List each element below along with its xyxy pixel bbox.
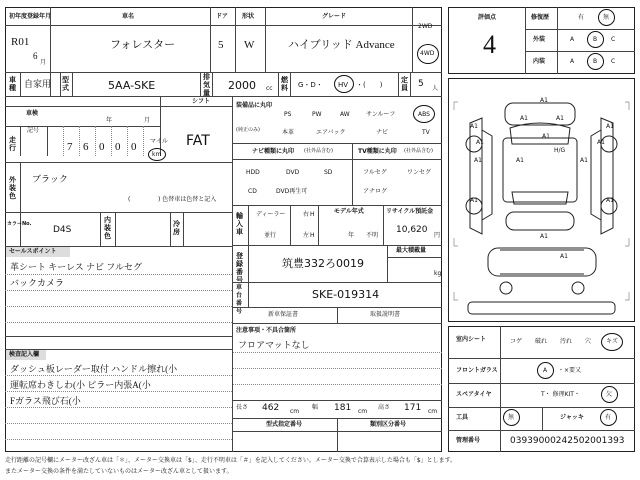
mileage-digit-1: 7 xyxy=(67,141,73,153)
spare-tire-label: スペアタイヤ xyxy=(456,391,492,398)
use-label: 車種 xyxy=(9,76,16,92)
capacity-value: 5 xyxy=(418,79,424,89)
model-label: 型式 xyxy=(62,76,69,92)
interior-score-label: 内装 xyxy=(533,58,546,65)
inspector-line-2: 運転席わきしわ(小 ピラー内張A(小 xyxy=(10,380,151,390)
front-glass-rest: ・×要又 xyxy=(558,367,582,374)
mile-label: マイル xyxy=(150,138,168,145)
score-label: 評価点 xyxy=(478,14,497,21)
repair-no: 無 xyxy=(603,14,610,21)
tv-fullseg: フルセグ xyxy=(363,169,387,176)
diagram-mark-1: A1 xyxy=(540,97,548,104)
mileage-label: 走行 xyxy=(9,136,16,152)
handle-left: 左 xyxy=(303,232,310,239)
seat-yabure: 破れ xyxy=(535,338,548,345)
km-label: km xyxy=(152,151,162,158)
capacity-unit: 人 xyxy=(432,85,439,92)
model-value: 5AA-SKE xyxy=(108,79,156,92)
width-label: 幅 xyxy=(312,404,319,411)
score-value: 4 xyxy=(483,30,496,59)
cc-unit: cc xyxy=(266,85,273,92)
mileage-digit-4: 0 xyxy=(115,141,121,153)
new-car-card-label: 新車保証書 xyxy=(268,311,299,318)
recycle-value: 10,620 xyxy=(396,225,428,235)
class-number-label: 類別区分番号 xyxy=(370,421,407,428)
tv-types-note: (社外品含む) xyxy=(404,148,433,154)
exterior-c: C xyxy=(611,36,616,43)
first-reg-era: R01 xyxy=(11,36,30,48)
equip-sunroof: サンルーフ xyxy=(366,111,396,118)
fuel-rest: ・( ) xyxy=(356,81,383,89)
seat-koge: コゲ xyxy=(510,338,523,345)
doors-label: ドア xyxy=(216,13,228,20)
diagram-mark-14: A1 xyxy=(606,197,614,204)
diagram-mark-5: A1 xyxy=(606,123,614,130)
footer-line-2: またメーター交換の条件を満たしていないものはメーター改ざん車として扱います。 xyxy=(5,468,233,475)
registration-label: 登録番号 xyxy=(236,252,243,284)
import-parallel: 並行 xyxy=(264,232,277,239)
first-reg-month: 6 xyxy=(33,51,38,61)
diagram-mark-6: A1 xyxy=(476,139,484,146)
exterior-color-label: 外装色 xyxy=(9,176,16,200)
handle-right: 右 xyxy=(303,211,310,218)
front-glass-selected: A xyxy=(543,367,548,374)
car-name: フォレスター xyxy=(110,39,176,51)
nav-dvd: DVD xyxy=(286,169,300,176)
equip-leather: 本革 xyxy=(282,129,295,136)
diagram-mark-9: A1 xyxy=(516,157,524,164)
nav-types-label: ナビ種類に丸印 xyxy=(252,148,295,155)
tv-types-label: TV種類に丸印 xyxy=(358,148,397,155)
mileage-digit-3: 0 xyxy=(99,141,105,153)
nav-cd: CD xyxy=(248,188,257,195)
tv-oneseg: ワンセグ xyxy=(407,169,432,176)
exterior-color-value: ブラック xyxy=(32,174,68,184)
equip-tv: TV xyxy=(422,129,430,136)
max-load-label: 最大積載量 xyxy=(396,247,427,254)
width-unit: cm xyxy=(358,408,368,415)
shift-value: FAT xyxy=(186,133,210,149)
nav-hdd: HDD xyxy=(246,169,260,176)
mileage-digit-5: 0 xyxy=(131,141,137,153)
diagram-mark-10: A1 xyxy=(580,157,588,164)
import-label: 輸入車 xyxy=(236,212,243,236)
handle-left-h: H xyxy=(310,232,315,239)
interior-color-label: 内装色 xyxy=(104,216,111,240)
drive-4wd: 4WD xyxy=(420,50,435,57)
tools-label: 工具 xyxy=(456,414,469,421)
inspection-year: 年 xyxy=(106,117,113,124)
chassis-label: 車台番号 xyxy=(236,284,243,315)
grade-label: グレード xyxy=(322,13,347,20)
first-reg-label: 初年度登録年月 xyxy=(9,13,52,20)
model-year-unit: 年 xyxy=(348,232,355,239)
length-value: 462 xyxy=(262,403,280,413)
fuel-selected: HV xyxy=(338,81,349,89)
equip-aw: AW xyxy=(340,111,350,118)
notes-text: フロアマットなし xyxy=(238,340,310,350)
handle-right-h: H xyxy=(310,211,315,218)
sales-point-line-1: 革シート キーレス ナビ フルセグ xyxy=(10,262,142,272)
color-code-label: カラーNo. xyxy=(7,221,32,227)
interior-b: B xyxy=(593,58,598,65)
diagram-mark-12: H/G xyxy=(554,147,566,154)
type-number-label: 型式指定番号 xyxy=(266,421,303,428)
spare-tire-options: T・ 修理KIT・ xyxy=(541,391,580,398)
record-label: 記号 xyxy=(27,127,40,134)
exterior-score-label: 外装 xyxy=(533,36,546,43)
diagram-mark-13: A1 xyxy=(470,197,478,204)
model-year-label: モデル年式 xyxy=(334,208,364,215)
shape-label: 形状 xyxy=(242,13,255,20)
nav-types-note: (社外品含む) xyxy=(304,148,333,154)
color-code-value: D4S xyxy=(53,225,72,235)
exterior-color-note-prefix: ( xyxy=(128,196,131,203)
diagram-mark-15: A1 xyxy=(540,233,548,240)
tv-analog: アナログ xyxy=(363,188,388,195)
import-dealer: ディーラー xyxy=(256,211,286,218)
cold-label: 冷房 xyxy=(173,220,180,236)
front-glass-label: フロントガラス xyxy=(456,367,498,374)
equip-ps: PS xyxy=(284,111,292,118)
height-unit: cm xyxy=(428,408,438,415)
displacement-value: 2000 xyxy=(228,79,256,92)
exterior-b: B xyxy=(593,36,598,43)
mileage-digit-2: 6 xyxy=(83,141,89,153)
inspection-label: 車検 xyxy=(26,110,39,117)
shape-value: W xyxy=(244,39,255,51)
model-year-unknown: 不明 xyxy=(366,232,379,239)
mgmt-value: 03939000242502001393 xyxy=(510,436,625,446)
interior-c: C xyxy=(611,58,616,65)
diagram-mark-7: A1 xyxy=(597,139,605,146)
recycle-label: リサイクル預託金 xyxy=(386,208,434,215)
equip-airbag: エアバック xyxy=(316,129,346,136)
chassis-value: SKE-019314 xyxy=(312,288,380,301)
sales-point-label: セールスポイント xyxy=(9,248,57,255)
notes-label: 注意事項・不具合箇所 xyxy=(236,327,297,334)
registration-value: 筑豊332ろ0019 xyxy=(282,257,364,270)
equipment-sublabel: (純正のみ) xyxy=(236,127,260,133)
interior-seat-label: 室内シート xyxy=(456,336,487,343)
height-label: 高さ xyxy=(378,404,391,411)
repair-yes: 有 xyxy=(578,14,585,21)
length-unit: cm xyxy=(290,408,300,415)
tools-selected: 無 xyxy=(508,414,515,421)
diagram-mark-11: A1 xyxy=(542,133,550,140)
inspection-month: 月 xyxy=(144,117,151,124)
width-value: 181 xyxy=(334,403,352,413)
mgmt-label: 管理番号 xyxy=(456,437,481,444)
drive-2wd: 2WD xyxy=(418,23,433,30)
exterior-a: A xyxy=(570,36,575,43)
diagram-mark-8: A1 xyxy=(474,157,482,164)
max-load-kg: kg xyxy=(434,270,442,277)
car-name-label: 車名 xyxy=(122,13,135,20)
diagram-mark-2: A1 xyxy=(520,115,528,122)
capacity-label: 定員 xyxy=(401,76,408,92)
displacement-label: 排気量 xyxy=(203,73,210,97)
fuel-label: 燃料 xyxy=(281,76,288,92)
diagram-mark-16: A1 xyxy=(560,253,568,260)
exterior-color-note: ) 色替車は色替と記入 xyxy=(158,196,217,203)
spare-tire-selected: 欠 xyxy=(606,391,613,398)
equip-nav: ナビ xyxy=(376,129,389,136)
jack-selected: 有 xyxy=(605,414,612,421)
inspector-line-1: ダッシュ板レーダー取付 ハンドル擦れ(小 xyxy=(10,364,178,374)
equipment-label: 装備品に丸印 xyxy=(236,102,273,109)
diagram-mark-4: A1 xyxy=(470,123,478,130)
equip-pw: PW xyxy=(312,111,322,118)
repair-label: 修復歴 xyxy=(531,14,550,21)
grade-value: ハイブリッド Advance xyxy=(288,39,395,51)
inspector-line-3: Fガラス飛び石(小 xyxy=(10,396,81,406)
recycle-yen: 円 xyxy=(434,232,441,239)
shift-label: シフト xyxy=(192,98,211,105)
fuel-options: G・D・ xyxy=(298,81,323,89)
month-unit: 月 xyxy=(40,59,47,66)
jack-label: ジャッキ xyxy=(560,414,584,421)
height-value: 171 xyxy=(404,403,422,413)
length-label: 長さ xyxy=(236,404,249,411)
seat-ana: 穴 xyxy=(585,338,592,345)
doors-value: 5 xyxy=(218,39,224,51)
inspector-label: 検査記入欄 xyxy=(9,351,40,358)
footer-line-1: 走行距離の記号欄にメーター改ざん車は「＊」、メーター交換車は「$」、走行不明車は「＃」を記入してください。メーター交換で合算表示した場合も「$」とします。 xyxy=(5,457,457,464)
use-value: 自家用 xyxy=(24,80,52,90)
seat-kizu: キズ xyxy=(606,338,618,345)
equip-abs: ABS xyxy=(418,111,430,118)
manual-label: 取扱説明書 xyxy=(370,311,401,318)
interior-a: A xyxy=(570,58,575,65)
diagram-mark-3: A1 xyxy=(556,115,564,122)
sales-point-line-2: バックカメラ xyxy=(10,278,65,288)
seat-yogore: 汚れ xyxy=(560,338,573,345)
nav-dvd-play: DVD再生可 xyxy=(276,188,308,195)
nav-sd: SD xyxy=(324,169,333,176)
